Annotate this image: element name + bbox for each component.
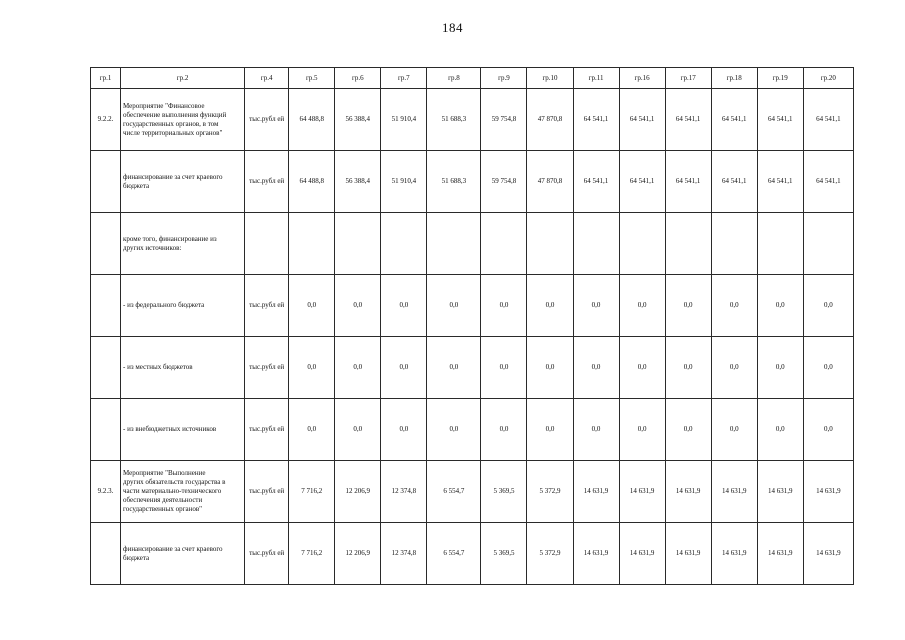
value-cell: 47 870,8 bbox=[527, 89, 573, 151]
row-name: финансирование за счет краевого бюджета bbox=[123, 172, 223, 190]
value-cell: 5 372,9 bbox=[527, 461, 573, 523]
value-cell bbox=[619, 213, 665, 275]
row-name-cell bbox=[121, 213, 245, 275]
value-cell: 0,0 bbox=[481, 399, 527, 461]
value-cell: 12 206,9 bbox=[335, 461, 381, 523]
row-unit: тыс.рубл ей bbox=[245, 337, 289, 399]
value-cell: 14 631,9 bbox=[665, 461, 711, 523]
column-header: гр.17 bbox=[665, 68, 711, 89]
value-cell: 7 716,2 bbox=[289, 461, 335, 523]
value-cell: 64 541,1 bbox=[803, 89, 853, 151]
value-cell bbox=[573, 213, 619, 275]
table-row bbox=[91, 213, 854, 275]
row-name-cell bbox=[121, 461, 245, 523]
value-cell: 14 631,9 bbox=[665, 523, 711, 585]
value-cell bbox=[335, 213, 381, 275]
value-cell: 64 541,1 bbox=[711, 151, 757, 213]
value-cell: 0,0 bbox=[803, 337, 853, 399]
value-cell: 0,0 bbox=[481, 275, 527, 337]
value-cell: 64 541,1 bbox=[757, 89, 803, 151]
value-cell: 5 369,5 bbox=[481, 523, 527, 585]
column-header: гр.19 bbox=[757, 68, 803, 89]
row-name-cell bbox=[121, 89, 245, 151]
column-header: гр.6 bbox=[335, 68, 381, 89]
row-code bbox=[91, 275, 121, 337]
column-header: гр.2 bbox=[121, 68, 245, 89]
value-cell: 14 631,9 bbox=[711, 461, 757, 523]
value-cell: 14 631,9 bbox=[711, 523, 757, 585]
value-cell: 0,0 bbox=[381, 337, 427, 399]
row-name: - из местных бюджетов bbox=[123, 363, 193, 371]
value-cell: 0,0 bbox=[573, 337, 619, 399]
value-cell: 64 541,1 bbox=[573, 89, 619, 151]
row-name-cell bbox=[121, 275, 245, 337]
value-cell: 0,0 bbox=[573, 399, 619, 461]
table-row bbox=[91, 89, 854, 151]
value-cell: 14 631,9 bbox=[757, 523, 803, 585]
row-name-cell bbox=[121, 337, 245, 399]
table-row bbox=[91, 151, 854, 213]
value-cell: 64 488,8 bbox=[289, 89, 335, 151]
value-cell: 0,0 bbox=[573, 275, 619, 337]
value-cell: 14 631,9 bbox=[803, 461, 853, 523]
value-cell: 51 688,3 bbox=[427, 89, 481, 151]
column-header: гр.20 bbox=[803, 68, 853, 89]
value-cell: 64 541,1 bbox=[619, 151, 665, 213]
budget-table bbox=[90, 67, 854, 585]
table-body bbox=[91, 89, 854, 585]
row-code bbox=[91, 399, 121, 461]
value-cell: 0,0 bbox=[757, 275, 803, 337]
value-cell: 47 870,8 bbox=[527, 151, 573, 213]
page-number: 184 bbox=[442, 20, 463, 35]
column-header: гр.1 bbox=[91, 68, 121, 89]
row-name-cell bbox=[121, 399, 245, 461]
column-header: гр.18 bbox=[711, 68, 757, 89]
column-header: гр.4 bbox=[245, 68, 289, 89]
row-name-cell bbox=[121, 523, 245, 585]
value-cell bbox=[481, 213, 527, 275]
value-cell: 0,0 bbox=[427, 399, 481, 461]
row-unit: тыс.рубл ей bbox=[245, 275, 289, 337]
value-cell: 7 716,2 bbox=[289, 523, 335, 585]
value-cell bbox=[711, 213, 757, 275]
value-cell: 59 754,8 bbox=[481, 151, 527, 213]
column-header: гр.10 bbox=[527, 68, 573, 89]
table-row bbox=[91, 337, 854, 399]
row-name: финансирование за счет краевого бюджета bbox=[123, 544, 223, 562]
column-header: гр.5 bbox=[289, 68, 335, 89]
row-name: - из внебюджетных источников bbox=[123, 425, 217, 433]
value-cell: 51 910,4 bbox=[381, 151, 427, 213]
value-cell: 12 374,8 bbox=[381, 523, 427, 585]
value-cell: 0,0 bbox=[619, 399, 665, 461]
value-cell: 0,0 bbox=[289, 337, 335, 399]
value-cell: 0,0 bbox=[381, 399, 427, 461]
column-header: гр.7 bbox=[381, 68, 427, 89]
row-unit: тыс.рубл ей bbox=[245, 461, 289, 523]
table-row bbox=[91, 523, 854, 585]
value-cell: 0,0 bbox=[335, 337, 381, 399]
value-cell: 0,0 bbox=[481, 337, 527, 399]
row-code bbox=[91, 213, 121, 275]
value-cell: 0,0 bbox=[527, 275, 573, 337]
value-cell bbox=[757, 213, 803, 275]
value-cell: 64 541,1 bbox=[665, 89, 711, 151]
row-name: - из федерального бюджета bbox=[123, 301, 205, 309]
row-code: 9.2.3. bbox=[91, 461, 121, 523]
value-cell: 14 631,9 bbox=[803, 523, 853, 585]
table-row bbox=[91, 461, 854, 523]
value-cell: 0,0 bbox=[711, 275, 757, 337]
value-cell: 64 541,1 bbox=[573, 151, 619, 213]
value-cell: 51 910,4 bbox=[381, 89, 427, 151]
value-cell: 12 206,9 bbox=[335, 523, 381, 585]
value-cell: 59 754,8 bbox=[481, 89, 527, 151]
value-cell: 0,0 bbox=[335, 399, 381, 461]
value-cell: 0,0 bbox=[527, 399, 573, 461]
value-cell: 0,0 bbox=[711, 337, 757, 399]
value-cell: 0,0 bbox=[619, 275, 665, 337]
value-cell: 64 488,8 bbox=[289, 151, 335, 213]
column-header: гр.16 bbox=[619, 68, 665, 89]
value-cell: 64 541,1 bbox=[711, 89, 757, 151]
value-cell: 64 541,1 bbox=[619, 89, 665, 151]
value-cell: 0,0 bbox=[757, 337, 803, 399]
row-name: Мероприятие "Финансовое обеспечение выполнения функций государственных органов, в том числе территориальных органов" bbox=[123, 101, 227, 137]
row-name: кроме того, финансирование из других источников: bbox=[123, 234, 217, 252]
value-cell: 5 372,9 bbox=[527, 523, 573, 585]
value-cell: 0,0 bbox=[335, 275, 381, 337]
table-row bbox=[91, 399, 854, 461]
table-header-row bbox=[91, 68, 854, 89]
value-cell: 51 688,3 bbox=[427, 151, 481, 213]
value-cell: 14 631,9 bbox=[573, 461, 619, 523]
row-code bbox=[91, 337, 121, 399]
value-cell: 14 631,9 bbox=[573, 523, 619, 585]
value-cell: 0,0 bbox=[665, 275, 711, 337]
value-cell: 56 388,4 bbox=[335, 151, 381, 213]
table-row bbox=[91, 275, 854, 337]
value-cell: 0,0 bbox=[289, 399, 335, 461]
column-header: гр.11 bbox=[573, 68, 619, 89]
row-name-cell bbox=[121, 151, 245, 213]
row-code: 9.2.2. bbox=[91, 89, 121, 151]
value-cell: 14 631,9 bbox=[619, 461, 665, 523]
value-cell: 56 388,4 bbox=[335, 89, 381, 151]
value-cell: 5 369,5 bbox=[481, 461, 527, 523]
value-cell: 64 541,1 bbox=[665, 151, 711, 213]
value-cell: 0,0 bbox=[665, 337, 711, 399]
value-cell: 0,0 bbox=[803, 399, 853, 461]
row-code bbox=[91, 151, 121, 213]
column-header: гр.8 bbox=[427, 68, 481, 89]
value-cell: 0,0 bbox=[381, 275, 427, 337]
row-code bbox=[91, 523, 121, 585]
value-cell: 0,0 bbox=[803, 275, 853, 337]
value-cell: 64 541,1 bbox=[803, 151, 853, 213]
value-cell: 6 554,7 bbox=[427, 461, 481, 523]
value-cell: 0,0 bbox=[527, 337, 573, 399]
value-cell: 0,0 bbox=[757, 399, 803, 461]
value-cell: 14 631,9 bbox=[757, 461, 803, 523]
value-cell bbox=[427, 213, 481, 275]
value-cell bbox=[527, 213, 573, 275]
value-cell: 12 374,8 bbox=[381, 461, 427, 523]
value-cell: 6 554,7 bbox=[427, 523, 481, 585]
value-cell bbox=[381, 213, 427, 275]
value-cell bbox=[803, 213, 853, 275]
value-cell: 0,0 bbox=[427, 337, 481, 399]
row-unit: тыс.рубл ей bbox=[245, 89, 289, 151]
value-cell bbox=[289, 213, 335, 275]
value-cell: 64 541,1 bbox=[757, 151, 803, 213]
row-unit: тыс.рубл ей bbox=[245, 151, 289, 213]
value-cell: 14 631,9 bbox=[619, 523, 665, 585]
value-cell: 0,0 bbox=[289, 275, 335, 337]
row-unit: тыс.рубл ей bbox=[245, 399, 289, 461]
row-unit bbox=[245, 213, 289, 275]
column-header: гр.9 bbox=[481, 68, 527, 89]
value-cell bbox=[665, 213, 711, 275]
value-cell: 0,0 bbox=[711, 399, 757, 461]
value-cell: 0,0 bbox=[665, 399, 711, 461]
value-cell: 0,0 bbox=[427, 275, 481, 337]
row-unit: тыс.рубл ей bbox=[245, 523, 289, 585]
row-name: Мероприятие "Выполнение других обязательств государства в части материально-технического обеспечения деятельности государственных органов" bbox=[123, 469, 226, 513]
value-cell: 0,0 bbox=[619, 337, 665, 399]
